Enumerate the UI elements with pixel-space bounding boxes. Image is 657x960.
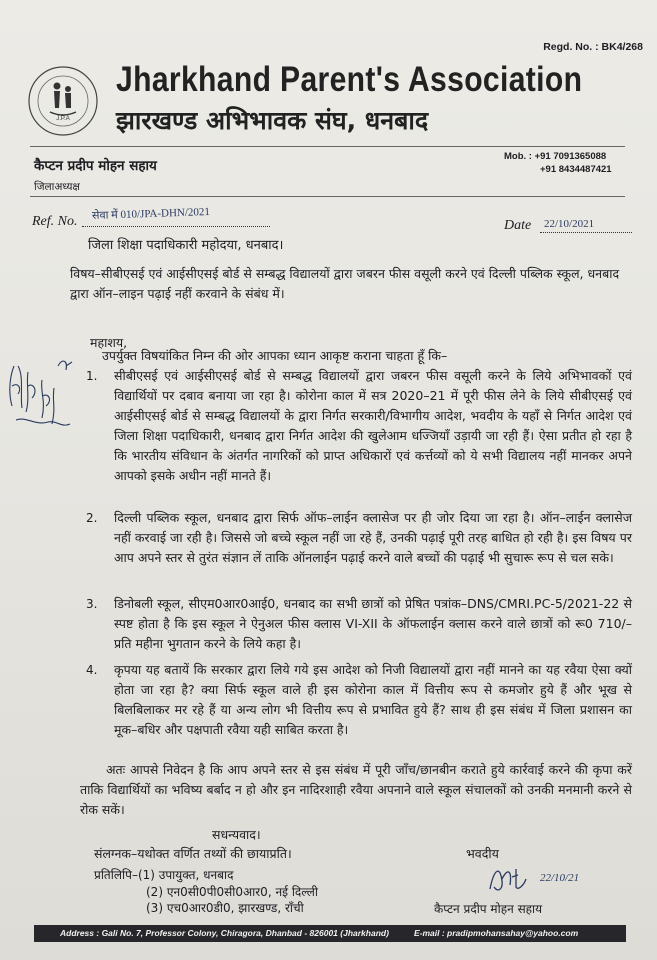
ref-dotted-line (82, 226, 270, 227)
ref-handwritten: सेवा में 010/JPA-DHN/2021 (91, 205, 211, 223)
association-title-english: Jharkhand Parent's Association (116, 60, 583, 99)
family-emblem-icon (26, 64, 100, 138)
header-rule-2 (30, 196, 625, 197)
point-number: 3. (86, 597, 98, 611)
point-3 (86, 594, 632, 654)
annexure-line: संलग्नक–यथोक्त वर्णित तथ्यों की छायाप्रति। (94, 846, 292, 861)
point-text: दिल्ली पब्लिक स्कूल, धनबाद द्वारा सिर्फ ऑफ–लाईन क्लासेज पर ही जोर दिया जा रहा है। ऑन–लाईन क्लासेज नहीं करवाई जा रही है। जिससे जो बच्चे स्कूल नहीं जा रहे हैं, उनकी पढ़ाई पूरी तरह बाधित हो रही है। इस विषय पर आप अपने स्तर से तुरंत संज्ञान लें ताकि ऑनलाईन पढ़ाई करने वाले बच्चों की पढ़ाई भी सुचारू रूप से चल सके। (114, 510, 632, 565)
signature-date: 22/10/21 (540, 872, 580, 884)
point-2 (86, 508, 632, 568)
president-name: कैप्टन प्रदीप मोहन सहाय (34, 158, 157, 174)
point-number: 4. (86, 663, 98, 677)
logo-initials: J.P.A (56, 116, 70, 122)
footer-bar (34, 925, 626, 942)
copy-to-item: प्रतिलिपि–(1) उपायुक्त, धनबाद (94, 868, 234, 882)
point-4 (86, 660, 632, 740)
mobile-numbers (504, 150, 612, 176)
point-number: 2. (86, 511, 98, 525)
date-dotted-line (540, 232, 632, 233)
association-title-hindi: झारखण्ड अभिभावक संघ, धनबाद (116, 106, 429, 135)
copy-to-list (94, 862, 318, 917)
intro-line: उपर्युक्त विषयांकित निम्न की ओर आपका ध्यान आकृष्ट कराना चाहता हूँ कि– (102, 348, 448, 363)
ref-label: Ref. No. (32, 214, 78, 229)
subject: विषय–सीबीएसई एवं आईसीएसई बोर्ड से सम्बद्ध विद्यालयों द्वारा जबरन फीस वसूली करने एवं दिल्ली पब्लिक स्कूल, धनबाद द्वारा ऑन–लाइन पढ़ाई नहीं करवाने के संबंध में। (70, 266, 620, 301)
signature-icon (472, 855, 612, 901)
copy-to-item: (3) एच0आर0डी0, झारखण्ड, राँची (146, 901, 304, 915)
registration-number: Regd. No. : BK4/268 (543, 41, 643, 53)
point-text: कृपया यह बतायें कि सरकार द्वारा लिये गये इस आदेश को निजी विद्यालयों द्वारा नहीं मानने का यह रवैया ऐसा क्यों होता जा रहा है? क्या सिर्फ स्कूल वाले ही इस कोरोना काल में वित्तीय रूप से कमजोर हुये हैं और भूख से बिलबिलाकर मर रहे हैं या अन्य लोग भी वित्तीय रूप से प्रभावित हुये हैं? साथ ही इस संबंध में जिला प्रशासन का मूक–बधिर और पक्षपाती रवैया यही साबित करता है। (114, 662, 632, 737)
closing: भवदीय (466, 846, 499, 861)
point-text: सीबीएसई एवं आईसीएसई बोर्ड से सम्बद्ध विद्यालयों द्वारा जबरन फीस वसूली करने के लिये अभिभावकों एवं विद्यार्थियों पर दबाव बनाया जा रहा है। कोरोना काल में सत्र 2020–21 में पूरी फीस लेने के लिये सीबीएसई एवं आईसीएसई बोर्ड से सम्बद्ध विद्यालयों के द्वारा निर्गत सरकारी/विभागीय आदेश, भवदीय के यहाँ से निर्गत आदेश एवं जिला शिक्षा पदाधिकारी, धनबाद द्वारा निर्गत आदेश की खुलेआम धज्जियाँ उड़ायी जा रही हैं। ऐसा प्रतीत हो रहा है कि भारतीय संविधान के अंतर्गत नागरिकों को प्राप्त अधिकारों एवं कर्त्तव्यों को ये सभी विद्यालय नहीं मानकर अपने आपको इसके अधीन नहीं मानते हैं। (114, 368, 632, 483)
thanks: सधन्यवाद। (212, 827, 261, 842)
footer-address: Address : Gali No. 7, Professor Colony, Chiragora, Dhanbad - 826001 (Jharkhand) (60, 928, 389, 938)
date-handwritten: 22/10/2021 (544, 218, 595, 230)
margin-handwriting (0, 336, 86, 442)
date-label: Date (504, 218, 532, 233)
copy-to-item: (2) एन0सी0पी0सी0आर0, नई दिल्ली (146, 884, 318, 899)
designation: जिलाअध्यक्ष (34, 181, 80, 193)
point-number: 1. (86, 369, 98, 383)
point-text: डिनोबली स्कूल, सीएम0आर0आई0, धनबाद का सभी छात्रों को प्रेषित पत्रांक–DNS/CMRI.PC-5/2021-22 से स्पष्ट होता है कि इस स्कूल ने ऐनुअल फीस क्लास VI-XII के ऑफलाईन क्लास करने वाले छात्रों को रू0 710/– प्रति महीना भुगतान करने के लिये कहा है। (114, 596, 632, 651)
signer-name: कैप्टन प्रदीप मोहन सहाय (434, 902, 543, 916)
footer-email: E-mail : pradipmohansahay@yahoo.com (414, 928, 579, 938)
salutation: महाशय, (90, 335, 128, 350)
addressee: जिला शिक्षा पदाधिकारी महोदया, धनबाद। (88, 238, 284, 253)
point-1 (86, 366, 632, 486)
header-rule (30, 146, 625, 147)
mobile-1: Mob. : +91 7091365088 (504, 151, 607, 162)
mobile-2: +91 8434487421 (540, 164, 612, 175)
request-paragraph: अतः आपसे निवेदन है कि आप अपने स्तर से इस संबंध में पूरी जाँच/छानबीन कराते हुये कार्रवाई करने की कृपा करें ताकि विद्यार्थियों का भविष्य बर्बाद न हो और इन नादिरशाही रवैया अपनाने वाले स्कूल संचालकों को उनकी मनमानी करने से रोक सकें। (80, 762, 632, 817)
